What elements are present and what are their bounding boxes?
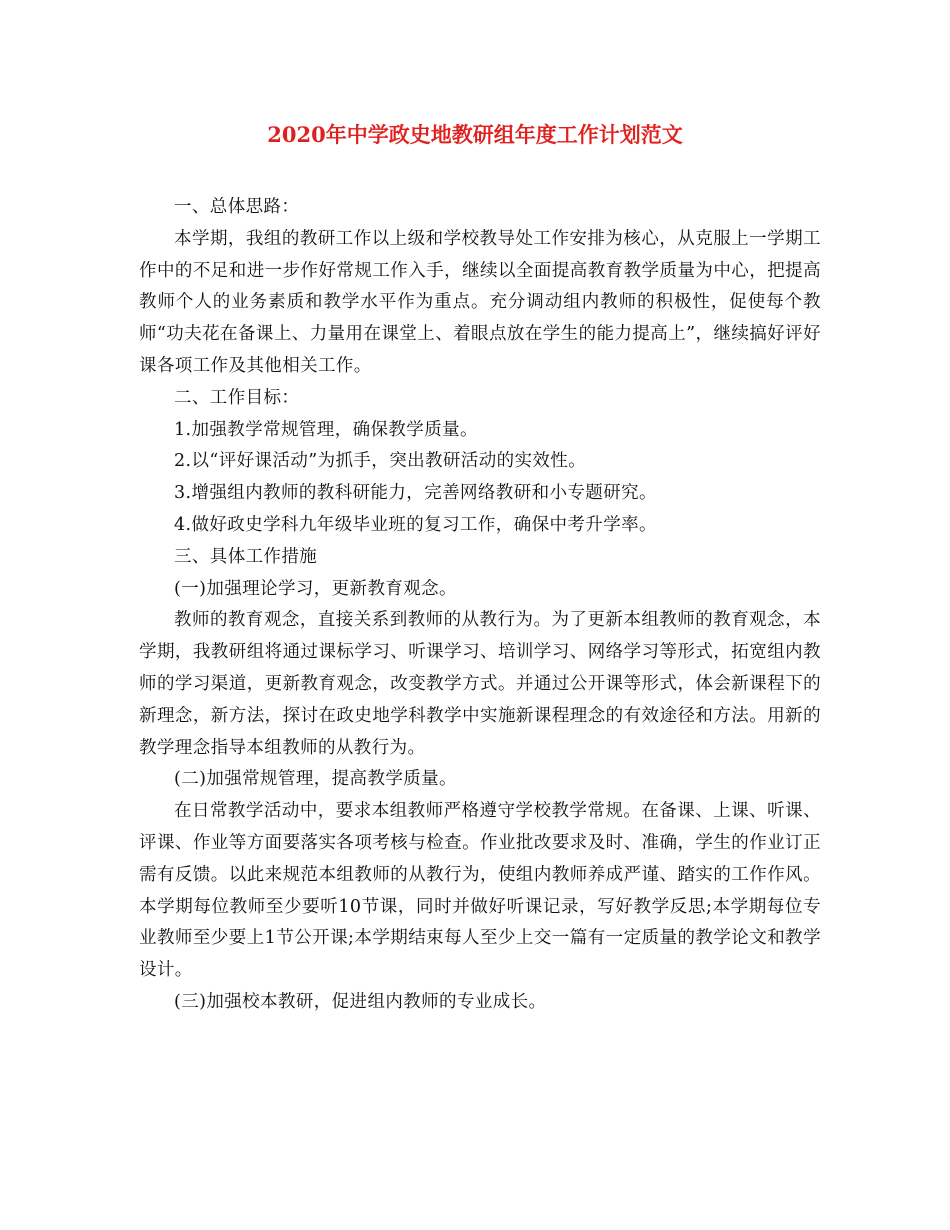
subheading-routine-management: (二)加强常规管理，提高教学质量。 (174, 769, 457, 790)
paragraph-overall-approach: 本学期，我组的教研工作以上级和学校教导处工作安排为核心，从克服上一学期工作中的不足和进一步作好常规工作入手，继续以全面提高教育教学质量为中心，把提高教师个人的业务素质和教学水平作为重点。充分调动组内教师的积极性，促使每个教师“功夫花在备课上、力量用在课堂上、着眼点放在学生的能力提高上”，继续搞好评好课各项工作及其他相关工作。 (139, 228, 821, 376)
section-heading-measures: 三、具体工作措施 (174, 546, 318, 567)
section-heading-work-goals: 二、工作目标： (174, 387, 300, 408)
paragraph-theory-study: 教师的教育观念，直接关系到教师的从教行为。为了更新本组教师的教育观念，本学期，我教研组将通过课标学习、听课学习、培训学习、网络学习等形式，拓宽组内教师的学习渠道，更新教育观念，改变教学方式。并通过公开课等形式，体会新课程下的新理念，新方法，探讨在政史地学科教学中实施新课程理念的有效途径和方法。用新的教学理念指导本组教师的从教行为。 (139, 610, 821, 758)
section-heading-overall-approach: 一、总体思路： (174, 197, 300, 217)
goal-item: 2.以“评好课活动”为抓手，突出教研活动的实效性。 (174, 451, 587, 472)
paragraph-routine-management: 在日常教学活动中，要求本组教师严格遵守学校教学常规。在备课、上课、听课、评课、作业等方面要落实各项考核与检查。作业批改要求及时、准确，学生的作业订正需有反馈。以此来规范本组教师的从教行为，使组内教师养成严谨、踏实的工作作风。本学期每位教师至少要听10节课，同时并做好听课记录，写好教学反思;本学期每位专业教师至少要上1节公开课;本学期结束每人至少上交一篇有一定质量的教学论文和教学设计。 (139, 801, 821, 981)
subheading-school-research: (三)加强校本教研，促进组内教师的专业成长。 (174, 991, 547, 1012)
goal-item: 4.做好政史学科九年级毕业班的复习工作，确保中考升学率。 (174, 514, 657, 535)
document-body (139, 192, 821, 1019)
goal-item: 3.增强组内教师的教科研能力，完善网络教研和小专题研究。 (174, 483, 657, 504)
document-title: 2020年中学政史地教研组年度工作计划范文 (267, 122, 683, 147)
goal-item: 1.加强教学常规管理，确保教学质量。 (174, 419, 478, 440)
subheading-theory-study: (一)加强理论学习，更新教育观念。 (174, 578, 457, 599)
